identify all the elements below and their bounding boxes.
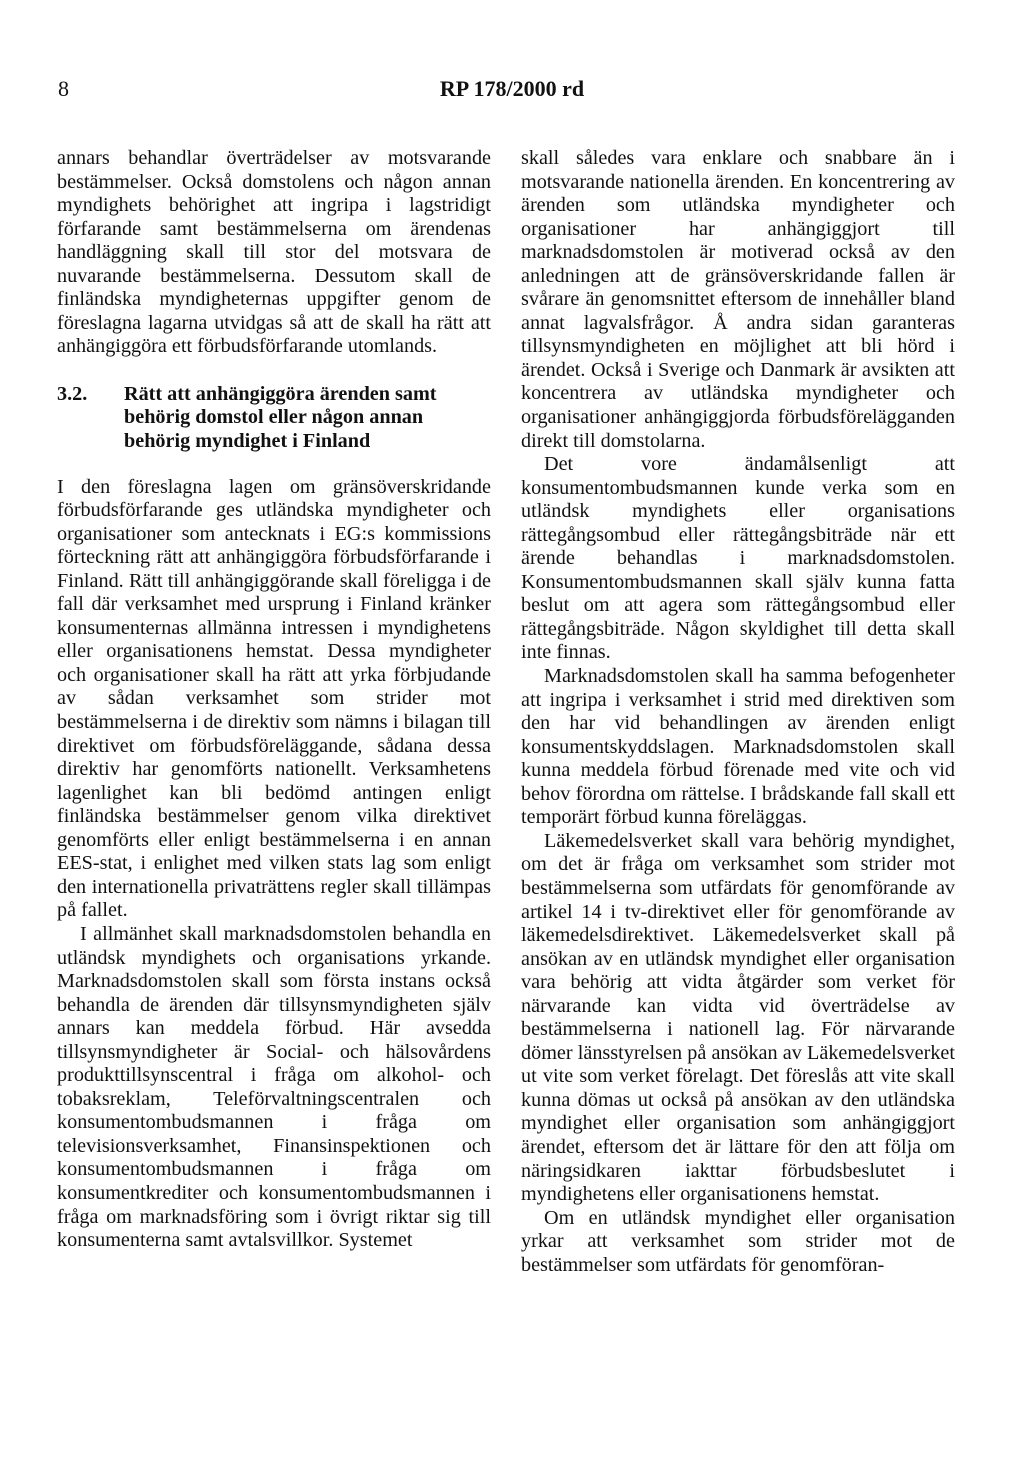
right-column (521, 147, 955, 1277)
body-paragraph: annars behandlar överträdelser av motsvarande bestämmelser. Också domstolens och någon annan myndighets behörighet att ingripa i lagstridigt förfarande samt bestämmelserna om ärendenas handläggning skall till stor del motsvara de nuvarande bestämmelserna. Dessutom skall de finländska myndigheternas uppgifter genom de föreslagna lagarna utvidgas så att de skall ha rätt att anhängiggöra ett förbudsförfarande utomlands. (57, 147, 491, 358)
running-title: RP 178/2000 rd (439, 76, 585, 101)
section-title: Rätt att anhängiggöra ärenden samt behörig domstol eller någon annan behörig myndighet i Finland (124, 382, 437, 453)
body-paragraph: Marknadsdomstolen skall ha samma befogenheter att ingripa i verksamhet i strid med direktiven som den har vid behandlingen av ärenden enligt konsumentskyddslagen. Marknadsdomstolen skall kunna meddela förbud förenade med vite och vid behov förordna om rättelse. I brådskande fall skall ett temporärt förbud kunna föreläggas. (521, 665, 955, 829)
body-paragraph: I allmänhet skall marknadsdomstolen behandla en utländsk myndighets och organisations yrkande. Marknadsdomstolen skall som första instans också behandla de ärenden där tillsynsmyndigheten själv annars kan meddela förbud. Här avsedda tillsynsmyndigheter är Social- och hälsovårdens produkttillsynscentral i fråga om alkohol- och tobaksreklam, Teleförvaltningscentralen och konsumentombudsmannen i fråga om televisionsverksamhet, Finansinspektionen och konsumentombudsmannen i fråga om konsumentkrediter och konsumentombudsmannen i fråga om marknadsföring som i övrigt riktar sig till konsumenterna samt avtalsvillkor. Systemet (57, 922, 491, 1252)
section-number: 3.2. (57, 382, 88, 405)
body-paragraph: Läkemedelsverket skall vara behörig myndighet, om det är fråga om verksamhet som strider mot bestämmelserna som utfärdats för genomförande av artikel 14 i tv-direktivet eller för genomförande av läkemedelsdirektivet. Läkemedelsverket skall på ansökan av en utländsk myndighet eller organisation vara behörig att vidta åtgärder som verket för närvarande kan vidta vid överträdelse av bestämmelserna i nationell lag. För närvarande dömer länsstyrelsen på ansökan av Läkemedelsverket ut vite som verket förelagt. Det föreslås att vite skall kunna dömas ut också på ansökan av den utländska myndighet eller organisation som anhängiggjort ärendet, eftersom det är lättare för den att följa om näringsidkaren iakttar förbudsbeslutet i myndighetens eller organisationens hemstat. (521, 829, 955, 1206)
left-column (57, 147, 491, 1253)
body-paragraph: Det vore ändamålsenligt att konsumentombudsmannen kunde verka som en utländsk myndighets eller organisations rättegångsombud eller rättegångsbiträde när ett ärende behandlas i marknadsdomstolen. Konsumentombudsmannen skall själv kunna fatta beslut om att agera som rättegångsombud eller rättegångsbiträde. Någon skyldighet till detta skall inte finnas. (521, 453, 955, 664)
body-paragraph: skall således vara enklare och snabbare än i motsvarande nationella ärenden. En koncentrering av ärenden som utländska myndigheter och organisationer har anhängiggjort till marknadsdomstolen är motiverad också av den anledningen att de gränsöverskridande fallen är svårare än genomsnittet eftersom de innehåller bland annat lagvalsfrågor. Å andra sidan garanteras tillsynsmyndigheten en möjlighet att bli hörd i ärendet. Också i Sverige och Danmark är avsikten att koncentrera av utländska myndigheter och organisationer anhängiggjorda förbudsförelägganden direkt till domstolarna. (521, 147, 955, 452)
page-number: 8 (58, 76, 69, 101)
body-paragraph: I den föreslagna lagen om gränsöverskridande förbudsförfarande ges utländska myndigheter och organisationer som antecknats i EG:s kommissions förteckning rätt att anhängiggöra förbudsförfarande i Finland. Rätt till anhängiggörande skall föreligga i de fall där verksamhet med ursprung i Finland kränker konsumenternas allmänna intressen i myndighetens eller organisationens hemstat. Dessa myndigheter och organisationer skall ha rätt att yrka förbjudande av sådan verksamhet som strider mot bestämmelserna i de direktiv som nämns i bilagan till direktivet om förbudsföreläggande, sådana dessa direktiv har genomförts nationellt. Verksamhetens lagenlighet kan bli bedömd antingen enligt finländska bestämmelser genom vilka direktivet genomförts eller enligt bestämmelserna i en annan EES-stat, i enlighet med vilken stats lag som enligt den internationella privaträttens regler skall tillämpas på fallet. (57, 475, 491, 922)
section-heading (57, 383, 491, 454)
body-paragraph: Om en utländsk myndighet eller organisation yrkar att verksamhet som strider mot de bestämmelser som utfärdats för genomföran- (521, 1206, 955, 1276)
